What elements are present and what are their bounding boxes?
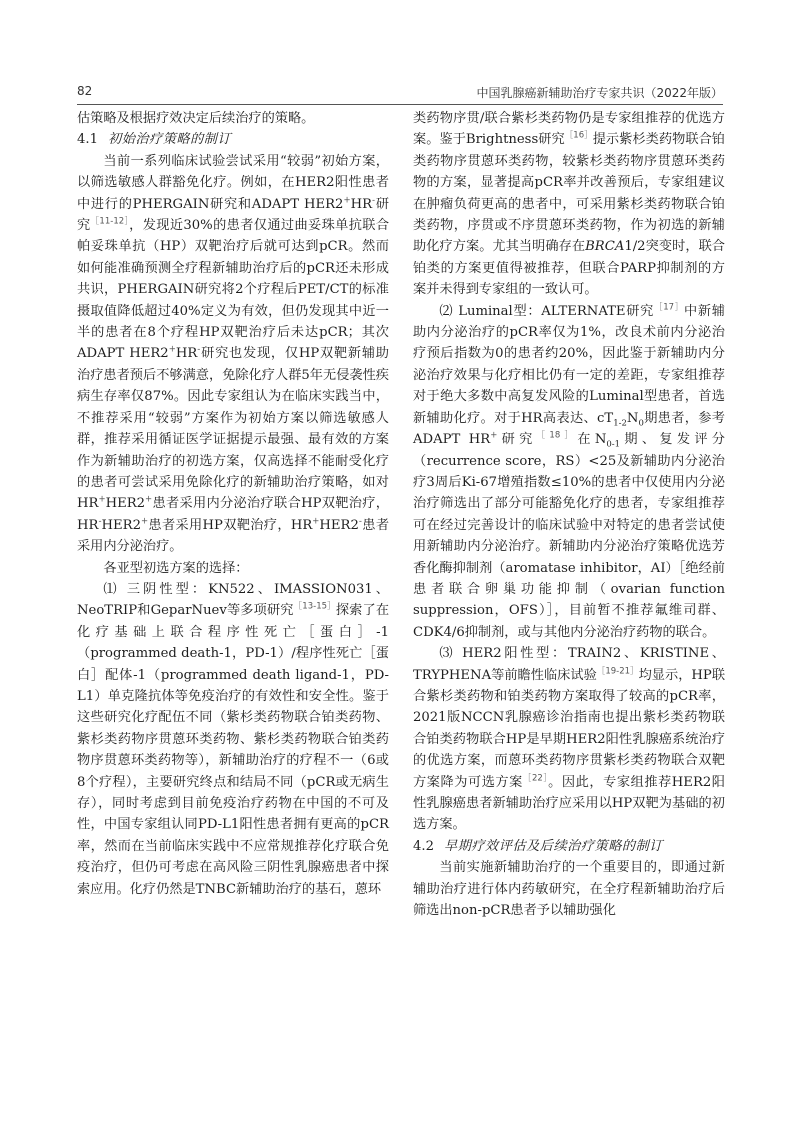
section-heading-4-2 — [413, 836, 725, 857]
paragraph: 估策略及根据疗效决定后续治疗的策略。 — [77, 111, 315, 126]
superscript: + — [312, 516, 320, 527]
citation-ref: ［16］ — [564, 131, 593, 142]
citation-ref: ［18］ — [536, 430, 578, 441]
citation-ref: ［11-12］ — [90, 216, 130, 227]
superscript: - — [197, 345, 201, 356]
superscript: + — [98, 494, 106, 505]
subscript: 0 — [638, 418, 644, 429]
journal-title: 中国乳腺癌新辅助治疗专家共识（2022年版） — [476, 86, 723, 100]
superscript: - — [98, 516, 102, 527]
section-number: 4.1 — [77, 132, 98, 148]
superscript: + — [140, 516, 149, 527]
section-title: 初始治疗策略的制订 — [107, 132, 232, 148]
paragraph: 当前一系列临床试验尝试采用“较弱”初始方案，以筛选敏感人群豁免化疗。例如，在HER2阳性患者中进行的PHERGAIN研究和ADAPT HER2+HR-研究$^{[11-12]}$，发现近30%的患者仅通过曲妥珠单抗联合帕妥珠单抗（HP）双靶治疗后就可达到pCR。然而如何能准确预测全疗程新辅助治疗后的pCR还未形成共识，PHERGAIN研究将2个疗程后PET/CT的标准摄取值降低超过40%定义为有效，但仍发现其中近一半的患者在8个疗程HP双靶治疗后未达pCR；其次ADAPT HER2+HR-研究也发现，仅HP双靶新辅助治疗患者预后不够满意，免除化疗人群5年无侵袭性疾病生存率仅87%。因此专家组认为在临床实践当中，不推荐采用“较弱”方案作为初始方案以筛选敏感人群，推荐采用循证医学证据提示最强、最有效的方案作为新辅助治疗的初选方案，仅高选择不能耐受化疗的患者可尝试采用免除化疗的新辅助治疗策略，如对HR+HER2+患者采用内分泌治疗联合HP双靶治疗，HR-HER2+患者采用HP双靶治疗，HR+HER2-患者采用内分泌治疗。 — [77, 153, 390, 555]
superscript: - — [358, 516, 362, 527]
citation-ref: ［19-21］ — [596, 666, 639, 677]
citation-ref: ［17］ — [654, 302, 685, 313]
left-column — [77, 108, 389, 900]
superscript: + — [490, 430, 498, 441]
superscript: + — [168, 345, 176, 356]
superscript: - — [372, 195, 376, 206]
superscript: + — [145, 494, 153, 505]
paragraph: ⑶ HER2阳性型：TRAIN2、KRISTINE、TRYPHENA等前瞻性临床试验$^{[19-21]}$均显示，HP联合紫杉类药物和铂类药物方案取得了较高的pCR率，2021版NCCN乳腺癌诊治指南也提出紫杉类药物联合铂类药物联合HP是早期HER2阳性乳腺癌系统治疗的优选方案，而蒽环类药物序贯紫杉类药物联合双靶方案降为可选方案$^{[22]}$。因此，专家组推荐HER2阳性乳腺癌患者新辅助治疗应采用以HP双靶为基础的初选方案。 — [413, 646, 726, 833]
citation-ref: ［22］ — [522, 773, 549, 784]
gene-name: BRCA — [585, 239, 625, 255]
running-header — [77, 82, 723, 105]
paragraph: 各亚型初选方案的选择： — [103, 560, 249, 576]
paragraph: 类药物序贯/联合紫杉类药物仍是专家组推荐的优选方案。鉴于Brightness研究$^{[16]}$提示紫杉类药物联合铂类药物序贯蒽环类药物，较紫杉类药物序贯蒽环类药物的方案，显著提高pCR率并改善预后，专家组建议在肿瘤负荷更高的患者中，可采用紫杉类药物联合铂类药物，序贯或不序贯蒽环类药物，作为初选的新辅助化疗方案。尤其当明确存在BRCA1/2突变时，联合铂类的方案更值得被推荐，但联合PARP抑制剂的方案并未得到专家组的一致认可。 — [413, 111, 725, 298]
subscript: 1-2 — [613, 418, 627, 429]
paragraph: ⑵ Luminal型：ALTERNATE研究$^{[17]}$中新辅助内分泌治疗的pCR率仅为1%，改良术前内分泌治疗预后指数为0的患者约20%，因此鉴于新辅助内分泌治疗效果与化疗相比仍有一定的差距，专家组推荐对于绝大多数中高复发风险的Luminal型患者，首选新辅助化疗。对于HR高表达、$cT_{1-2}N_0$期患者，参考ADAPT HR+研究$^{[18]}$在$N_{0-1}$期、复发评分（recurrence score，RS）<25及新辅助内分泌治疗3周后Ki-67增殖指数≤10%的患者中仅使用内分泌治疗筛选出了部分可能豁免化疗的患者，专家组推荐可在经过完善设计的临床试验中对特定的患者尝试使用新辅助内分泌治疗。新辅助内分泌治疗策略优选芳香化酶抑制剂（aromatase inhibitor，AI）［绝经前患者联合卵巢功能抑制（ovarian function suppression，OFS）］，目前暂不推荐氟维司群、CDK4/6抑制剂，或与其他内分泌治疗药物的联合。 — [413, 302, 725, 640]
right-column — [413, 108, 725, 921]
page-number: 82 — [77, 84, 93, 98]
section-heading-4-1 — [77, 129, 389, 150]
citation-ref: ［13-15］ — [293, 601, 336, 612]
section-number: 4.2 — [413, 838, 434, 854]
section-title: 早期疗效评估及后续治疗策略的制订 — [443, 838, 663, 854]
paragraph: 当前实施新辅助治疗的一个重要目的，即通过新辅助治疗进行体内药敏研究，在全疗程新辅助治疗后筛选出non-pCR患者予以辅助强化 — [413, 860, 725, 919]
superscript: + — [343, 195, 351, 206]
subscript: 0-1 — [606, 439, 621, 450]
paragraph: ⑴ 三阴性型：KN522、IMASSION031、NeoTRIP和GeparNuev等多项研究$^{[13-15]}$探索了在化疗基础上联合程序性死亡［蛋白］-1（programmed death-1，PD-1）/程序性死亡［蛋白］配体-1（programmed death ligand-1，PD-L1）单克隆抗体等免疫治疗的有效性和安全性。鉴于这些研究化疗配伍不同（紫杉类药物联合铂类药物、紫杉类药物序贯蒽环类药物、紫杉类药物联合铂类药物序贯蒽环类药物等），新辅助治疗的疗程不一（6或8个疗程），主要研究终点和结局不同（pCR或无病生存），同时考虑到目前免疫治疗药物在中国的不可及性，中国专家组认同PD-L1阳性患者拥有更高的pCR率，然而在当前临床实践中不应常规推荐化疗联合免疫治疗，但仍可考虑在高风险三阴性乳腺癌患者中探索应用。化疗仍然是TNBC新辅助治疗的基石，蒽环 — [77, 581, 390, 897]
